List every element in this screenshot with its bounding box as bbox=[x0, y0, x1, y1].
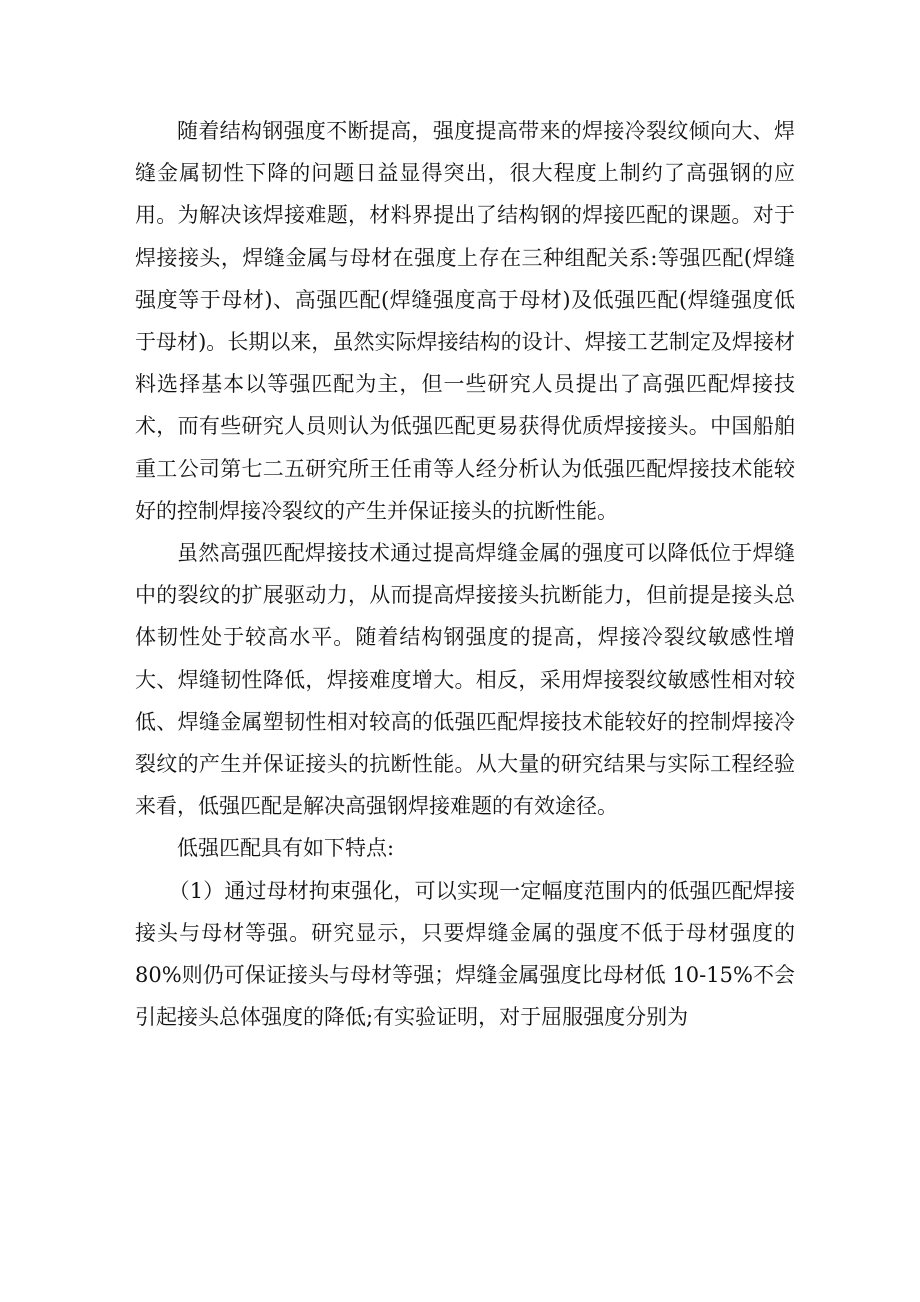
document-page bbox=[135, 110, 795, 1038]
paragraph-feature-item-1: （1）通过母材拘束强化，可以实现一定幅度范围内的低强匹配焊接接头与母材等强。研究显示，只要焊缝金属的强度不低于母材强度的 80%则仍可保证接头与母材等强；焊缝金属强度比母材低 10-15%不会引起接头总体强度的降低;有实验证明，对于屈服强度分别为 bbox=[135, 878, 795, 1030]
paragraph-low-strength-features-heading: 低强匹配具有如下特点: bbox=[177, 836, 395, 861]
paragraph-high-strength-matching: 虽然高强匹配焊接技术通过提高焊缝金属的强度可以降低位于焊缝中的裂纹的扩展驱动力，从而提高焊接接头抗断能力，但前提是接头总体韧性处于较高水平。随着结构钢强度的提高，焊接冷裂纹敏感性增大、焊缝韧性降低，焊接难度增大。相反，采用焊接裂纹敏感性相对较低、焊缝金属塑韧性相对较高的低强匹配焊接技术能较好的控制焊接冷裂纹的产生并保证接头的抗断性能。从大量的研究结果与实际工程经验来看，低强匹配是解决高强钢焊接难题的有效途径。 bbox=[135, 541, 795, 819]
paragraph-welding-matching-intro: 随着结构钢强度不断提高，强度提高带来的焊接冷裂纹倾向大、焊缝金属韧性下降的问题日益显得突出，很大程度上制约了高强钢的应用。为解决该焊接难题，材料界提出了结构钢的焊接匹配的课题。对于焊接接头，焊缝金属与母材在强度上存在三种组配关系:等强匹配(焊缝强度等于母材)、高强匹配(焊缝强度高于母材)及低强匹配(焊缝强度低于母材)。长期以来，虽然实际焊接结构的设计、焊接工艺制定及焊接材料选择基本以等强匹配为主，但一些研究人员提出了高强匹配焊接技术，而有些研究人员则认为低强匹配更易获得优质焊接接头。中国船舶重工公司第七二五研究所王任甫等人经分析认为低强匹配焊接技术能较好的控制焊接冷裂纹的产生并保证接头的抗断性能。 bbox=[135, 119, 795, 523]
